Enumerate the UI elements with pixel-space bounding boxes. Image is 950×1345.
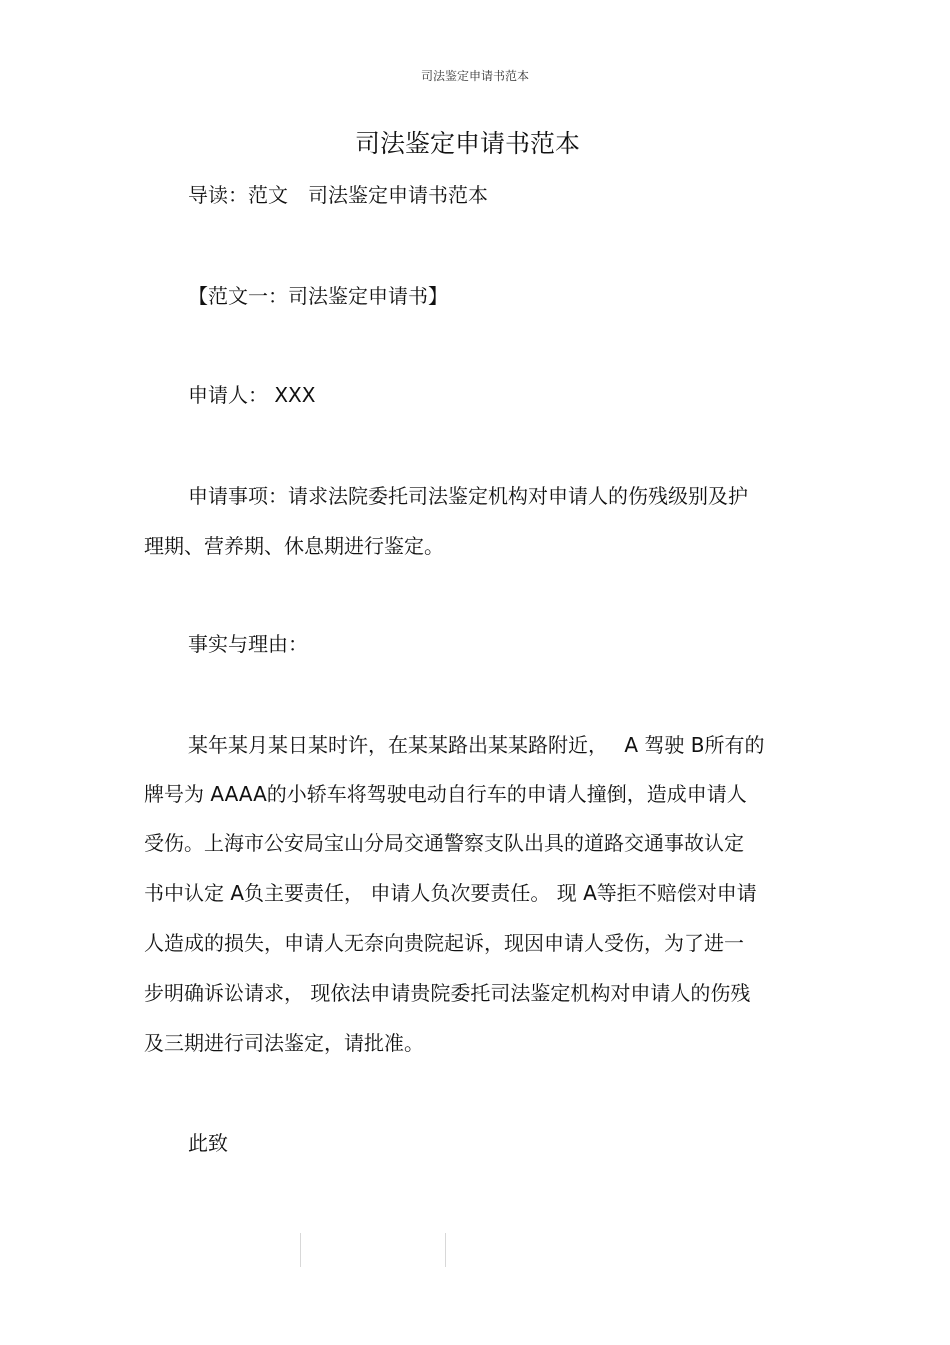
closing-line: 此致 (188, 1131, 228, 1155)
facts-line-6: 步明确诉讼请求， 现依法申请贵院委托司法鉴定机构对申请人的伤残 (144, 981, 751, 1005)
matter-line-1: 申请事项：请求法院委托司法鉴定机构对申请人的伤残级别及护 (188, 484, 748, 508)
divider-line-right (445, 1233, 446, 1267)
intro-line: 导读：范文 司法鉴定申请书范本 (188, 183, 488, 207)
facts-line-7: 及三期进行司法鉴定，请批准。 (144, 1031, 424, 1055)
matter-line-2: 理期、营养期、休息期进行鉴定。 (144, 534, 444, 558)
section-heading: 【范文一：司法鉴定申请书】 (188, 284, 448, 308)
facts-line-2: 牌号为 AAAA的小轿车将驾驶电动自行车的申请人撞倒，造成申请人 (144, 782, 747, 806)
facts-line-4: 书中认定 A负主要责任， 申请人负次要责任。 现 A等拒不赔偿对申请 (144, 881, 757, 905)
running-header: 司法鉴定申请书范本 (420, 69, 529, 83)
facts-line-5: 人造成的损失，申请人无奈向贵院起诉，现因申请人受伤，为了进一 (144, 931, 744, 955)
facts-line-3: 受伤。上海市公安局宝山分局交通警察支队出具的道路交通事故认定 (144, 831, 744, 855)
applicant-line: 申请人： XXX (188, 383, 316, 407)
document-title: 司法鉴定申请书范本 (354, 129, 580, 158)
facts-heading: 事实与理由： (188, 632, 308, 656)
facts-line-1: 某年某月某日某时许，在某某路出某某路附近， A 驾驶 B所有的 (188, 733, 765, 757)
divider-line-left (300, 1233, 301, 1267)
